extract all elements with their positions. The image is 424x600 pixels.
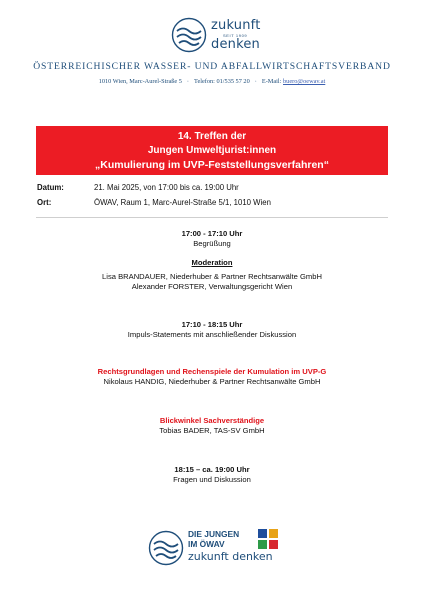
square-blue	[258, 529, 267, 538]
footer-logo-line-3: zukunft denken	[188, 550, 273, 563]
banner-topic: „Kumulierung im UVP-Feststellungsverfahren“	[95, 159, 329, 171]
talk2-title: Blickwinkel Sachverständige	[159, 416, 265, 425]
block1-time: 17:00 - 17:10 Uhr	[181, 229, 243, 238]
organization-name: ÖSTERREICHISCHER WASSER- UND ABFALLWIRTSCHAFTSVERBAND	[33, 61, 391, 72]
event-title-banner	[36, 126, 388, 175]
block2-time: 17:10 - 18:15 Uhr	[181, 320, 243, 329]
talk1-title: Rechtsgrundlagen und Rechenspiele der Kumulation im UVP-G	[97, 367, 327, 376]
block1-title: Begrüßung	[193, 239, 231, 248]
logo-text-zukunft: zukunft	[211, 18, 261, 33]
logo-text-denken: denken	[211, 37, 260, 52]
organization-contact: 1010 Wien, Marc-Aurel-Straße 5 · Telefon: 01/535 57 20 · E-Mail: buero@oewav.at	[98, 78, 326, 85]
block3-time: 18:15 – ca. 19:00 Uhr	[174, 465, 250, 474]
moderator-2: Alexander FORSTER, Verwaltungsgericht Wien	[131, 282, 293, 291]
date-label: Datum:	[37, 183, 64, 192]
block2-title: Impuls-Statements mit anschließender Diskussion	[127, 330, 297, 339]
logo-year: SEIT 1909	[223, 33, 248, 38]
email-label: E-Mail:	[261, 78, 282, 85]
jungen-oewav-logo	[148, 528, 284, 570]
footer-logo-line-2: IM ÖWAV	[188, 539, 225, 549]
oewav-logo	[171, 15, 261, 55]
talk1-speaker: Nikolaus HANDIG, Niederhuber & Partner Rechtsanwälte GmbH	[103, 377, 321, 386]
place-label: Ort:	[37, 198, 52, 207]
date-value: 21. Mai 2025, von 17:00 bis ca. 19:00 Uhr	[94, 183, 239, 192]
square-red	[269, 540, 278, 549]
oewav-wave-emblem-icon	[171, 17, 207, 53]
oewav-wave-emblem-icon	[148, 530, 184, 566]
divider	[36, 217, 388, 218]
moderation-heading: Moderation	[191, 258, 233, 267]
organization-address: 1010 Wien, Marc-Aurel-Straße 5	[98, 78, 182, 85]
place-value: ÖWAV, Raum 1, Marc-Aurel-Straße 5/1, 1010 Wien	[94, 198, 271, 207]
organization-phone: Telefon: 01/535 57 20	[194, 78, 250, 85]
square-green	[258, 540, 267, 549]
email-link[interactable]: buero@oewav.at	[283, 78, 326, 85]
moderator-1: Lisa BRANDAUER, Niederhuber & Partner Rechtsanwälte GmbH	[102, 272, 322, 281]
banner-line-1: 14. Treffen der	[177, 131, 247, 142]
block3-title: Fragen und Diskussion	[173, 475, 251, 484]
footer-logo-line-1: DIE JUNGEN	[188, 529, 240, 539]
banner-line-2: Jungen Umweltjurist:innen	[147, 145, 277, 156]
talk2-speaker: Tobias BADER, TAS-SV GmbH	[159, 426, 265, 435]
square-orange	[269, 529, 278, 538]
color-squares-icon	[258, 529, 278, 549]
